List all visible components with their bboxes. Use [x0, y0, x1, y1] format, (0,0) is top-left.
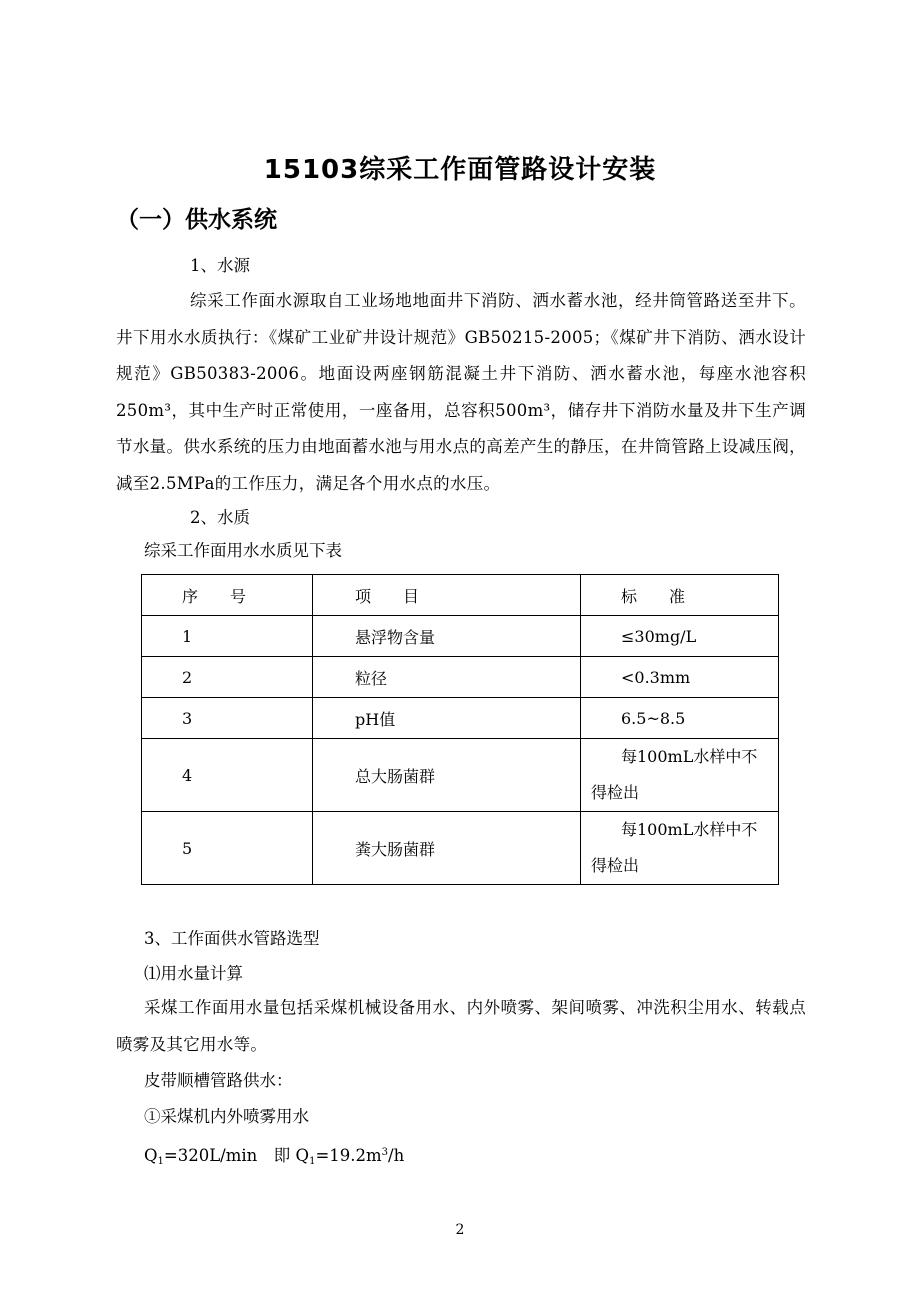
formula-sub: 1	[157, 1156, 164, 1167]
header-cell-standard: 标 准	[581, 575, 779, 616]
formula-sup: 3	[381, 1147, 389, 1158]
header-cell-index: 序 号	[142, 575, 313, 616]
table-row	[142, 616, 779, 657]
cell-index: 4	[142, 739, 313, 812]
formula-sub-2: 1	[309, 1156, 316, 1167]
cell-index: 5	[142, 812, 313, 885]
table-row	[142, 657, 779, 698]
cell-standard-wrap	[581, 739, 779, 812]
subheading-pipe-selection: 3、工作面供水管路选型	[144, 929, 320, 948]
cell-item: pH值	[313, 698, 581, 739]
formula-part1: =320L/min 即	[163, 1146, 296, 1165]
formula-q-2: Q	[295, 1146, 310, 1165]
cell-item: 粒径	[313, 657, 581, 698]
header-cell-item: 项 目	[313, 575, 581, 616]
subheading-water-calc: ⑴用水量计算	[144, 964, 243, 983]
cell-index: 2	[142, 657, 313, 698]
table-header-row	[142, 575, 779, 616]
table-caption: 综采工作面用水水质见下表	[144, 541, 342, 560]
cell-standard-wrap	[581, 812, 779, 885]
section-heading-water-supply: （一）供水系统	[116, 207, 277, 233]
cell-standard: <0.3mm	[581, 657, 779, 698]
cell-item: 悬浮物含量	[313, 616, 581, 657]
subheading-water-quality: 2、水质	[190, 508, 250, 527]
formula-part2: =19.2m	[315, 1146, 382, 1165]
paragraph-water-source: 综采工作面水源取自工业场地地面井下消防、洒水蓄水池，经井筒管路送至井下。井下用水水质执行：《煤矿工业矿井设计规范》GB50215-2005；《煤矿井下消防、洒水设计规范》GB50383-2006。地面设两座钢筋混凝土井下消防、洒水蓄水池，每座水池容积250m³，其中生产时正常使用，一座备用，总容积500m³，储存井下消防水量及井下生产调节水量。供水系统的压力由地面蓄水池与用水点的高差产生的静压，在井筒管路上设减压阀，减至2.5MPa的工作压力，满足各个用水点的水压。	[116, 291, 806, 493]
subheading-water-source: 1、水源	[190, 256, 250, 275]
cell-item: 总大肠菌群	[313, 739, 581, 812]
cell-item: 粪大肠菌群	[313, 812, 581, 885]
paragraph-water-usage: 采煤工作面用水量包括采煤机械设备用水、内外喷雾、架间喷雾、冲洗积尘用水、转载点喷雾及其它用水等。	[116, 998, 806, 1054]
formula-unit: /h	[388, 1146, 405, 1165]
cell-standard: 每100mL水样中不得检出	[591, 820, 758, 875]
page-number: 2	[455, 1222, 465, 1238]
cell-standard: 每100mL水样中不得检出	[591, 747, 758, 802]
table-row	[142, 812, 779, 885]
page-title: 15103综采工作面管路设计安装	[263, 155, 657, 185]
formula-q1	[144, 1141, 404, 1174]
formula-q: Q	[144, 1146, 158, 1165]
water-quality-table	[141, 574, 779, 885]
cell-standard: 6.5~8.5	[581, 698, 779, 739]
cell-index: 3	[142, 698, 313, 739]
cell-index: 1	[142, 616, 313, 657]
line-belt-supply: 皮带顺槽管路供水：	[144, 1071, 293, 1090]
cell-standard: ≤30mg/L	[581, 616, 779, 657]
table-row	[142, 698, 779, 739]
line-shearer-spray: ①采煤机内外喷雾用水	[144, 1107, 309, 1126]
table-row	[142, 739, 779, 812]
